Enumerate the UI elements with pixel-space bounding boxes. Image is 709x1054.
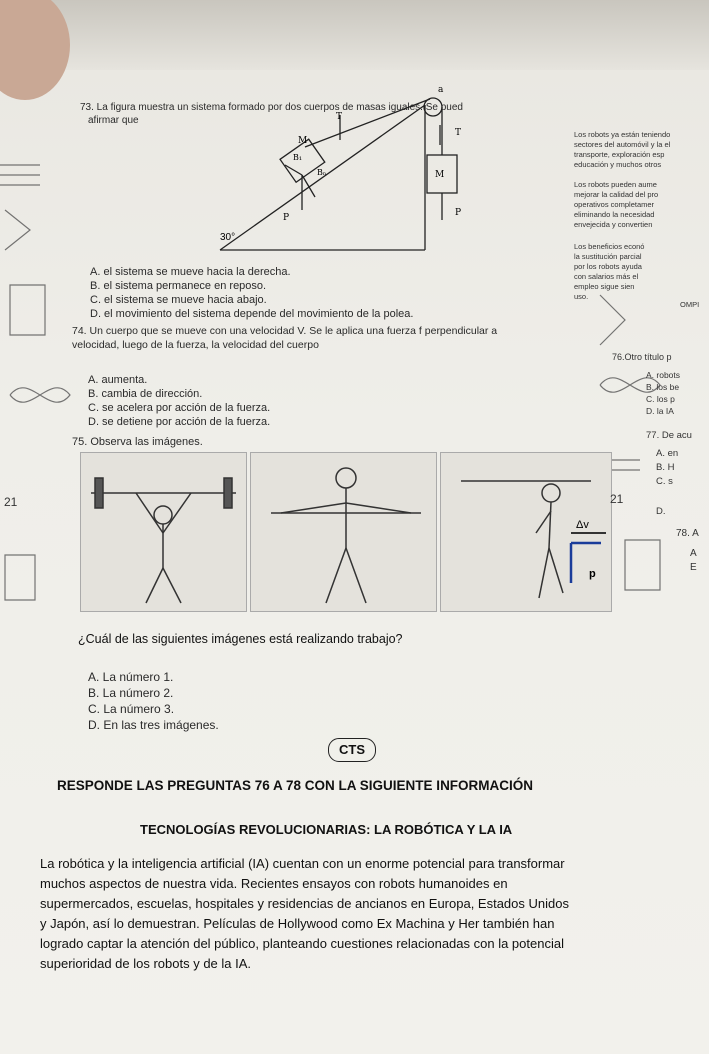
right-line-3: transporte, exploración esp	[574, 150, 665, 159]
q77-option-c[interactable]: C. s	[656, 476, 673, 487]
right-line-5: Los robots pueden aume	[574, 180, 657, 189]
ompi-label: OMPI	[680, 300, 700, 309]
q73-stem-2: afirmar que	[88, 115, 139, 126]
p-label: p	[589, 568, 596, 580]
paragraph-line-1: La robótica y la inteligencia artificial (IA) cuentan con un enorme potencial para transformar	[40, 856, 565, 871]
q74-option-d[interactable]: D. se detiene por acción de la fuerza.	[88, 416, 271, 428]
q78-stem: 78. A	[676, 528, 699, 539]
label-angle: 30°	[220, 232, 236, 243]
label-M-incline: M	[298, 136, 308, 146]
section-title: TECNOLOGÍAS REVOLUCIONARIAS: LA ROBÓTICA Y LA IA	[140, 822, 513, 837]
right-line-6: mejorar la calidad del pro	[574, 190, 659, 199]
label-T-incline: T	[336, 112, 343, 122]
q73-option-d[interactable]: D. el movimiento del sistema depende del movimiento de la polea.	[90, 308, 414, 320]
q75-question: ¿Cuál de las siguientes imágenes está realizando trabajo?	[78, 632, 403, 646]
paragraph-line-5: logrado captar la atención del público, planteando cuestiones relacionadas con la potencial	[40, 936, 564, 951]
right-line-15: uso.	[574, 292, 589, 301]
q74-option-a[interactable]: A. aumenta.	[88, 374, 148, 386]
label-P-incline: P	[283, 213, 290, 223]
right-line-1: Los robots ya están teniendo	[574, 130, 671, 139]
q76-option-b[interactable]: B. los be	[646, 382, 680, 392]
label-M-hanging: M	[435, 170, 445, 180]
q78-option-e[interactable]: E	[690, 562, 697, 573]
right-line-7: operativos completamer	[574, 200, 655, 209]
q74-stem: 74. Un cuerpo que se mueve con una velocidad V. Se le aplica una fuerza f perpendicular a	[72, 325, 498, 337]
q76-option-d[interactable]: D. la IA	[646, 406, 674, 416]
cts-badge: CTS	[328, 738, 376, 762]
q73-option-a[interactable]: A. el sistema se mueve hacia la derecha.	[90, 266, 291, 278]
right-line-14: empleo sigue sien	[574, 282, 635, 291]
incline-surface	[220, 105, 425, 250]
image-2-person-holding-bar	[250, 452, 437, 612]
left-page-number: 21	[4, 495, 18, 509]
label-P-hanging: P	[455, 208, 462, 218]
rope-incline	[305, 99, 430, 147]
q76-option-c[interactable]: C. los p	[646, 394, 675, 404]
q74-stem-2: velocidad, luego de la fuerza, la velocidad del cuerpo	[72, 339, 319, 351]
right-line-13: con salarios más el	[574, 272, 639, 281]
person-walking-drawing	[441, 453, 611, 611]
q77-stem: 77. De acu	[646, 430, 692, 441]
q75-option-b[interactable]: B. La número 2.	[88, 686, 174, 700]
label-T-hanging: T	[455, 128, 462, 138]
right-line-8: eliminando la necesidad	[574, 210, 655, 219]
paragraph-line-3: supermercados, escuelas, hospitales y residencias de ancianos en Europa, Estados Unidos	[40, 896, 569, 911]
q73-option-c[interactable]: C. el sistema se mueve hacia abajo.	[90, 294, 267, 306]
q77-option-b[interactable]: B. H	[656, 462, 675, 473]
q75-option-a[interactable]: A. La número 1.	[88, 670, 174, 684]
right-line-11: la sustitución parcial	[574, 252, 642, 261]
image-1-weightlifter	[80, 452, 247, 612]
delta-v-label: Δv	[576, 519, 589, 531]
q75-option-d[interactable]: D. En las tres imágenes.	[88, 718, 219, 732]
person-holding-bar-drawing	[251, 453, 436, 611]
q74-option-c[interactable]: C. se acelera por acción de la fuerza.	[88, 402, 271, 414]
weightlifter-drawing	[81, 453, 246, 611]
q78-option-a[interactable]: A	[690, 548, 697, 559]
q73-option-b[interactable]: B. el sistema permanece en reposo.	[90, 280, 267, 292]
right-line-2: sectores del automóvil y la el	[574, 140, 671, 149]
q74-option-b[interactable]: B. cambia de dirección.	[88, 388, 203, 400]
q77-option-a[interactable]: A. en	[656, 448, 679, 459]
responde-heading: RESPONDE LAS PREGUNTAS 76 A 78 CON LA SIGUIENTE INFORMACIÓN	[57, 778, 534, 793]
q73-incline-diagram	[205, 85, 505, 265]
paragraph-line-4: y Japón, así lo demuestran. Películas de Hollywood como Ex Machina y Her también han	[40, 916, 555, 931]
right-line-10: Los beneficios econó	[574, 242, 645, 251]
q73-stem: 73. La figura muestra un sistema formado por dos cuerpos de masas iguales. Se pued	[80, 102, 463, 113]
label-a: a	[438, 85, 444, 95]
top-shadow	[0, 0, 709, 70]
right-line-12: por los robots ayuda	[574, 262, 642, 271]
q75-stem: 75. Observa las imágenes.	[72, 436, 203, 448]
label-b1: B₁	[293, 153, 303, 162]
right-page-number: 21	[610, 492, 624, 506]
paragraph-line-6: superioridad de los robots y de la IA.	[40, 956, 252, 971]
label-bn: Bₙ	[317, 168, 327, 177]
q75-option-c[interactable]: C. La número 3.	[88, 702, 175, 716]
q76-option-a[interactable]: A. robots	[646, 370, 681, 380]
image-3-person-walking	[440, 452, 612, 612]
right-line-4: educación y muchos otros	[574, 160, 662, 169]
right-line-9: envejecida y convertien	[574, 220, 653, 229]
q77-option-d[interactable]: D.	[656, 506, 666, 517]
paragraph-line-2: muchos aspectos de nuestra vida. Recientes ensayos con robots humanoides en	[40, 876, 508, 891]
q76-stem: 76.Otro título p	[612, 352, 672, 362]
